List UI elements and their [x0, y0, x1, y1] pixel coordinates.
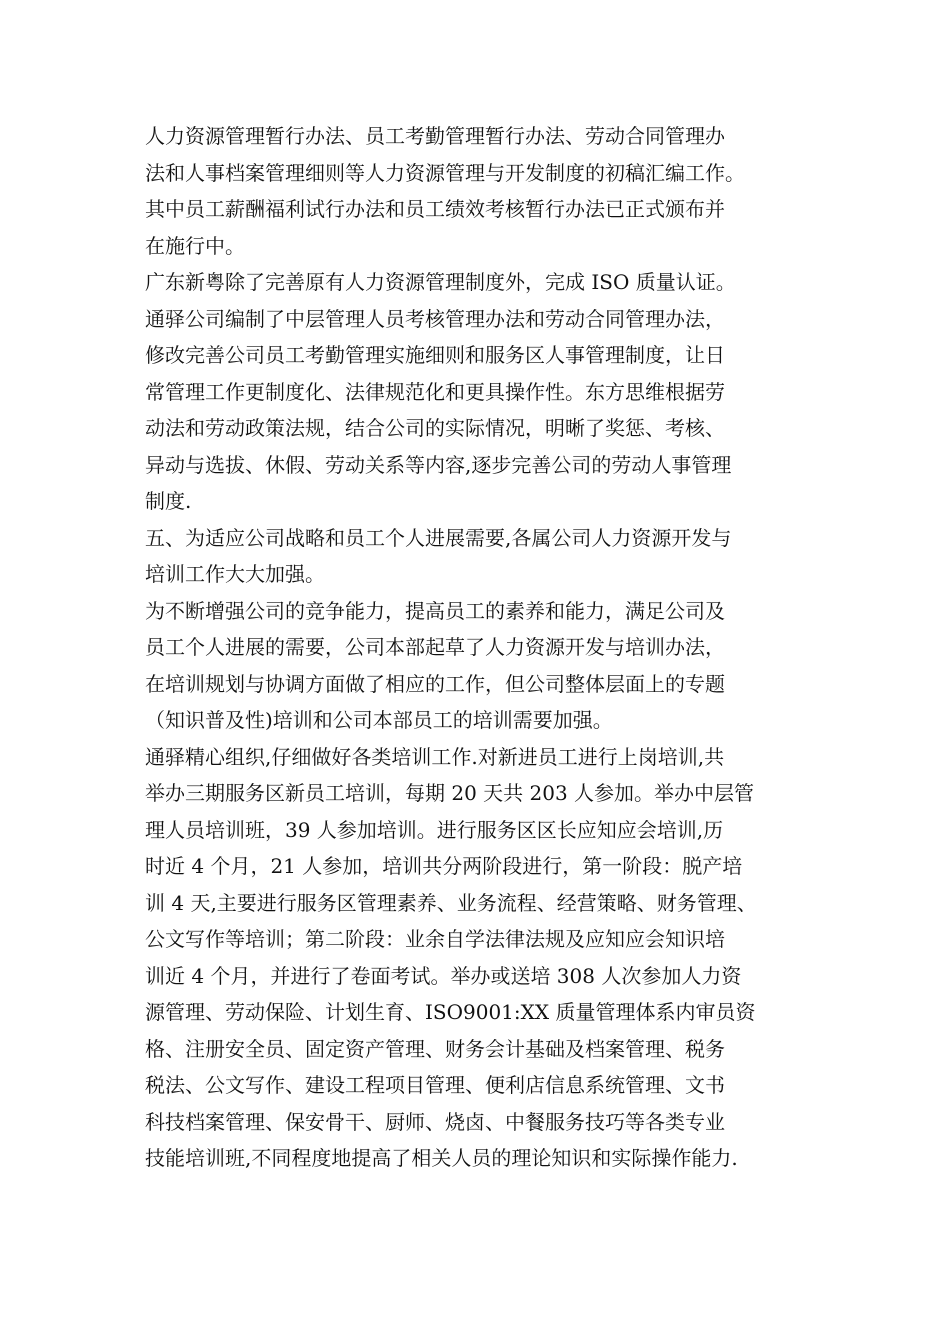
text-line: 培训工作大大加强。: [145, 562, 325, 586]
text-line: 动法和劳动政策法规，结合公司的实际情况，明晰了奖惩、考核、: [145, 416, 725, 440]
text-line: 格、注册安全员、固定资产管理、财务会计基础及档案管理、税务: [145, 1036, 725, 1061]
text-line: 为不断增强公司的竞争能力，提高员工的素养和能力，满足公司及: [145, 598, 725, 623]
text-line: 举办三期服务区新员工培训，每期 20 天共 203 人参加。举办中层管: [145, 781, 755, 805]
text-line: 技能培训班,不同程度地提高了相关人员的理论知识和实际操作能力.: [145, 1146, 738, 1170]
text-line: 员工个人进展的需要，公司本部起草了人力资源开发与培训办法，: [145, 635, 725, 659]
text-line: 修改完善公司员工考勤管理实施细则和服务区人事管理制度，让日: [145, 343, 725, 367]
text-line: 通驿精心组织,仔细做好各类培训工作.对新进员工进行上岗培训,共: [145, 744, 725, 769]
text-line: 训 4 天,主要进行服务区管理素养、业务流程、经营策略、财务管理、: [145, 890, 757, 915]
document-body: [145, 118, 825, 1177]
text-line: 在施行中。: [145, 233, 245, 258]
text-line: 其中员工薪酬福利试行办法和员工绩效考核暂行办法已正式颁布并: [145, 197, 725, 221]
text-line: 理人员培训班，39 人参加培训。进行服务区区长应知应会培训,历: [145, 817, 724, 842]
text-line: 人力资源管理暂行办法、员工考勤管理暂行办法、劳动合同管理办: [145, 124, 725, 148]
text-line: 广东新粤除了完善原有人力资源管理制度外，完成 ISO 质量认证。: [145, 270, 736, 294]
text-line: 税法、公文写作、建设工程项目管理、便利店信息系统管理、文书: [145, 1073, 725, 1097]
text-line: 源管理、劳动保险、计划生育、ISO9001:XX 质量管理体系内审员资: [145, 1000, 756, 1024]
text-line: （知识普及性)培训和公司本部员工的培训需要加强。: [145, 708, 613, 732]
text-line: 通驿公司编制了中层管理人员考核管理办法和劳动合同管理办法，: [145, 306, 725, 331]
text-line: 制度.: [145, 489, 192, 513]
text-line: 训近 4 个月，并进行了卷面考试。举办或送培 308 人次参加人力资: [145, 963, 742, 988]
text-line: 在培训规划与协调方面做了相应的工作，但公司整体层面上的专题: [145, 671, 725, 696]
text-line: 时近 4 个月，21 人参加，培训共分两阶段进行，第一阶段：脱产培: [145, 854, 743, 878]
text-line: 常管理工作更制度化、法律规范化和更具操作性。东方思维根据劳: [145, 379, 725, 404]
text-line: 法和人事档案管理细则等人力资源管理与开发制度的初稿汇编工作。: [145, 160, 745, 185]
text-line: 公文写作等培训；第二阶段：业余自学法律法规及应知应会知识培: [145, 927, 725, 951]
text-line: 五、为适应公司战略和员工个人进展需要,各属公司人力资源开发与: [145, 525, 732, 550]
text-line: 科技档案管理、保安骨干、厨师、烧卤、中餐服务技巧等各类专业: [145, 1109, 725, 1134]
text-line: 异动与选拔、休假、劳动关系等内容,逐步完善公司的劳动人事管理: [145, 452, 732, 477]
